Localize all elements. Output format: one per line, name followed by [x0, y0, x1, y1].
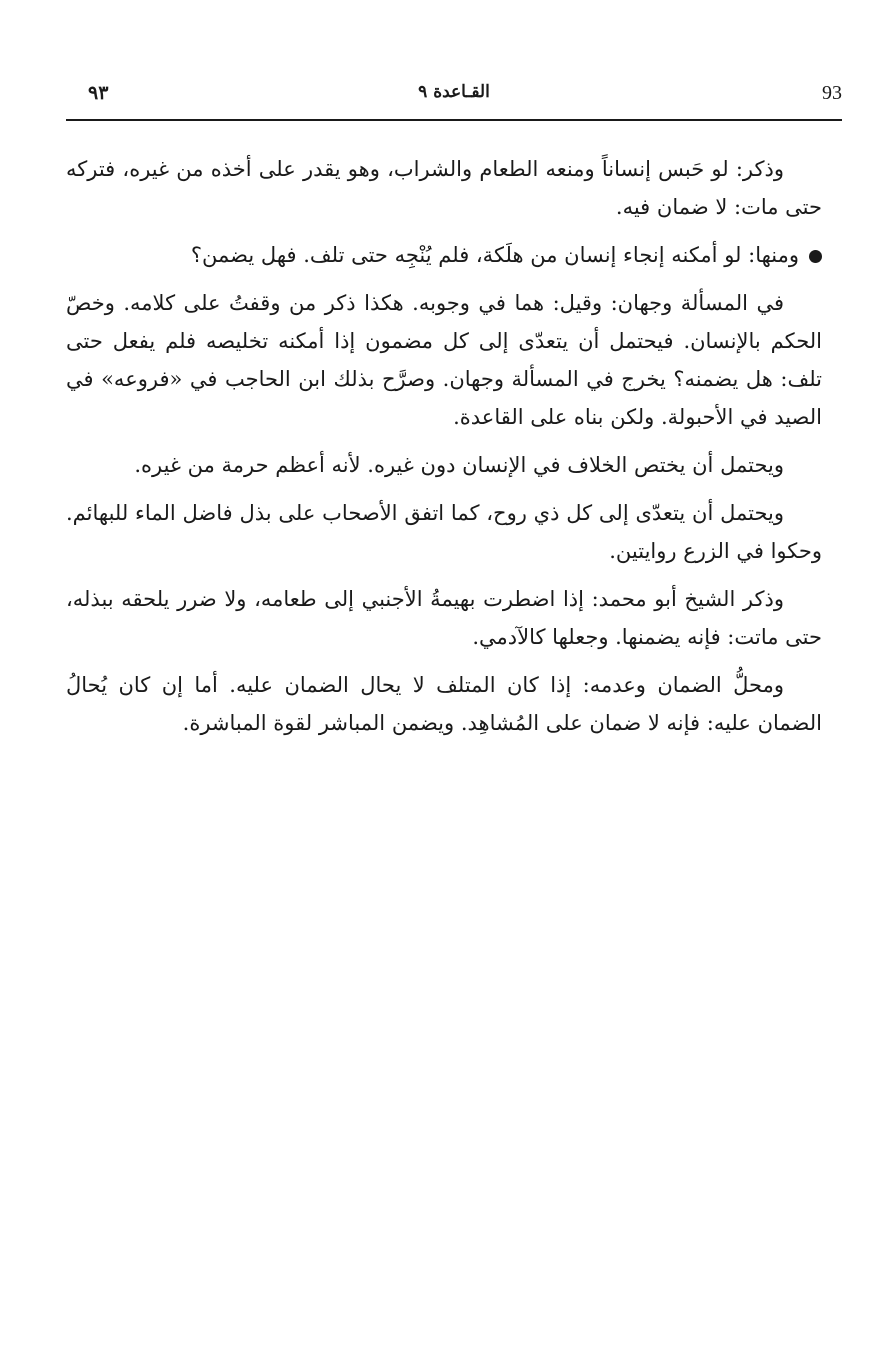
page-number-arabic: ٩٣	[88, 82, 109, 104]
page-header	[66, 78, 842, 110]
paragraph-2-text: ومنها: لو أمكنه إنجاء إنسان من هلَكة، فلم يُنْجِه حتى تلف. فهل يضمن؟	[190, 243, 799, 267]
bullet-icon	[809, 250, 822, 263]
paragraph-5: ويحتمل أن يتعدّى إلى كل ذي روح، كما اتفق الأصحاب على بذل فاضل الماء للبهائم. وحكوا في الزرع روايتين.	[66, 501, 822, 563]
paragraph-7: ومحلُّ الضمان وعدمه: إذا كان المتلف لا يحال الضمان عليه. أما إن كان يُحالُ الضمان عليه: فإنه لا ضمان على المُشاهِد. ويضمن المباشر لقوة المباشرة.	[66, 673, 822, 735]
body-text	[66, 150, 822, 752]
paragraph-4: ويحتمل أن يختص الخلاف في الإنسان دون غيره. لأنه أعظم حرمة من غيره.	[134, 453, 784, 477]
header-rule	[66, 119, 842, 121]
paragraph-6: وذكر الشيخ أبو محمد: إذا اضطرت بهيمةُ الأجنبي إلى طعامه، ولا ضرر يلحقه ببذله، حتى ماتت: فإنه يضمنها. وجعلها كالآدمي.	[66, 587, 822, 649]
page-number-latin: 93	[822, 82, 842, 104]
paragraph-3: في المسألة وجهان: وقيل: هما في وجوبه. هكذا ذكر من وقفتُ على كلامه. وخصّ الحكم بالإنسان. فيحتمل أن يتعدّى إلى كل مضمون إذا أمكنه تخليصه فلم يفعل حتى تلف: هل يضمنه؟ يخرج في المسألة وجهان. وصرَّح بذلك ابن الحاجب في «فروعه» في الصيد في الأحبولة. ولكن بناه على القاعدة.	[66, 291, 822, 429]
paragraph-2	[66, 236, 822, 274]
running-title: القـاعدة ٩	[418, 82, 490, 102]
paragraph-1: وذكر: لو حَبس إنساناً ومنعه الطعام والشراب، وهو يقدر على أخذه من غيره، فتركه حتى مات: لا ضمان فيه.	[66, 157, 822, 219]
